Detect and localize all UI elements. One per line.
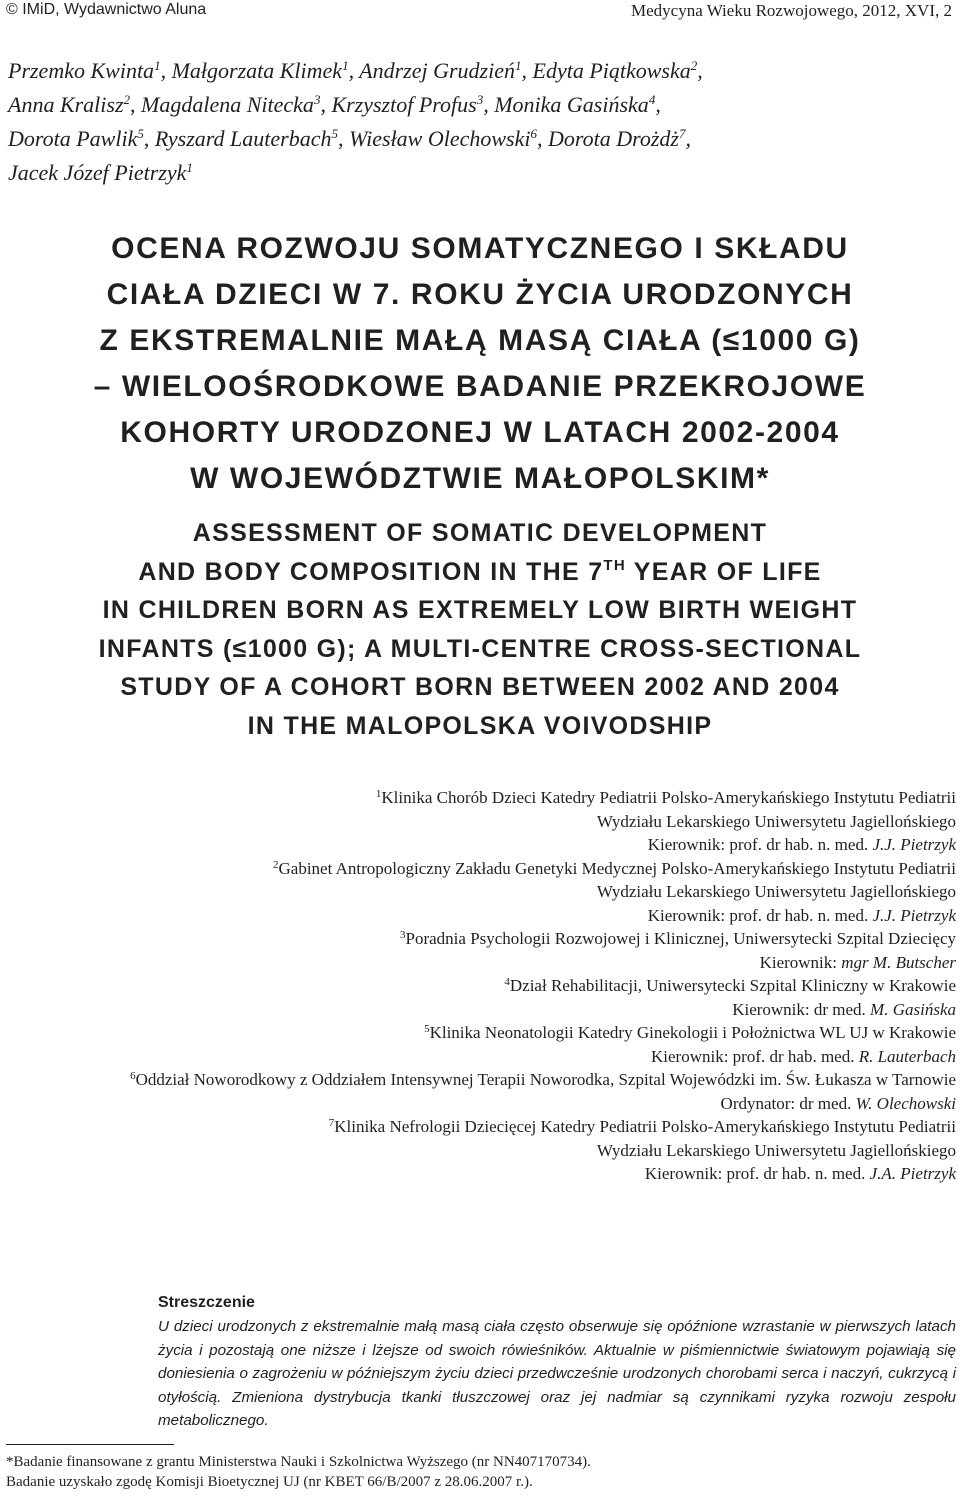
title-polish-line: Z EKSTREMALNIE MAŁĄ MASĄ CIAŁA (≤1000 G) <box>99 324 861 357</box>
title-polish-line: OCENA ROZWOJU SOMATYCZNEGO I SKŁADU <box>111 232 849 265</box>
affiliation-faculty: Wydziału Lekarskiego Uniwersytetu Jagiellońskiego <box>596 882 956 901</box>
title-polish <box>0 226 960 502</box>
affiliation <box>0 786 956 857</box>
affiliation-unit: $^3$Poradnia Psychologii Rozwojowej i Klinicznej, Uniwersytecki Szpital Dziecięcy <box>400 929 956 948</box>
footnotes <box>6 1452 591 1492</box>
title-polish-line: W WOJEWÓDZTWIE MAŁOPOLSKIM* <box>190 462 770 495</box>
running-header <box>0 0 960 26</box>
title-english-line: AND BODY COMPOSITION IN THE 7TH YEAR OF LIFE <box>138 556 822 586</box>
ordinal-suffix: TH <box>603 556 627 574</box>
footnote-ethics: Badanie uzyskało zgodę Komisji Bioetycznej UJ (nr KBET 66/B/2007 z 28.06.2007 r.). <box>6 1474 533 1490</box>
author: Dorota Pawlik$^5$, <box>8 126 155 151</box>
affiliation-faculty: Wydziału Lekarskiego Uniwersytetu Jagiellońskiego <box>596 811 956 831</box>
affiliation-unit: $^1$Klinika Chorób Dzieci Katedry Pediatrii Polsko-Amerykańskiego Instytutu Pediatrii <box>375 788 956 807</box>
affiliation-head: Kierownik: prof. dr hab. med. R. Lauterbach <box>650 1046 956 1066</box>
affiliation-head: Kierownik: prof. dr hab. n. med. J.J. Pietrzyk <box>647 905 956 925</box>
author: Anna Kralisz$^2$, <box>8 92 142 117</box>
author: Przemko Kwinta$^1$, <box>8 58 172 83</box>
author: Andrzej Grudzień$^1$, <box>359 58 533 83</box>
affiliations <box>0 786 956 1186</box>
abstract <box>158 1291 956 1433</box>
journal-citation: Medycyna Wieku Rozwojowego, 2012, XVI, 2 <box>631 1 952 20</box>
author-list <box>8 54 948 190</box>
affiliation <box>0 1115 956 1186</box>
title-english-line: STUDY OF A COHORT BORN BETWEEN 2002 AND 2004 <box>120 673 840 701</box>
title-english <box>0 514 960 745</box>
affiliation-unit: $^5$Klinika Neonatologii Katedry Ginekologii i Położnictwa WL UJ w Krakowie <box>424 1023 956 1042</box>
author: Jacek Józef Pietrzyk$^1$ <box>8 160 193 185</box>
author: Edyta Piątkowska$^2$, <box>532 58 703 83</box>
author: Wiesław Olechowski$^6$, <box>348 126 548 151</box>
copyright-notice: © IMiD, Wydawnictwo Aluna <box>6 1 207 18</box>
title-polish-line: – WIELOOŚRODKOWE BADANIE PRZEKROJOWE <box>93 370 867 403</box>
title-english-line: ASSESSMENT OF SOMATIC DEVELOPMENT <box>192 519 768 547</box>
title-english-line: INFANTS (≤1000 G); A MULTI-CENTRE CROSS-SECTIONAL <box>98 634 862 663</box>
affiliation-unit: $^4$Dział Rehabilitacji, Uniwersytecki Szpital Kliniczny w Krakowie <box>504 976 956 995</box>
author: Małgorzata Klimek$^1$, <box>171 58 360 83</box>
affiliation <box>0 1068 956 1115</box>
author: Krzysztof Profus$^3$, <box>331 92 495 117</box>
affiliation <box>0 1021 956 1068</box>
affiliation-head: Ordynator: dr med. W. Olechowski <box>720 1093 956 1113</box>
author: Ryszard Lauterbach$^5$, <box>154 126 349 151</box>
footnote-divider <box>6 1444 174 1445</box>
affiliation <box>0 927 956 974</box>
title-english-line: IN CHILDREN BORN AS EXTREMELY LOW BIRTH WEIGHT <box>102 596 858 624</box>
affiliation-head: Kierownik: mgr M. Butscher <box>759 952 956 972</box>
affiliation <box>0 974 956 1021</box>
title-polish-line: KOHORTY URODZONEJ W LATACH 2002-2004 <box>120 416 840 449</box>
author: Dorota Drożdż$^7$, <box>547 126 691 151</box>
abstract-text: U dzieci urodzonych z ekstremalnie małą masą ciała często obserwuje się opóźnione wzrastanie w pierwszych latach życia i pozostają one niższe i lżejsze od swoich rówieśników. Aktualnie w piśmiennictwie światowym pojawiają się doniesienia o zagrożeniu w późniejszym życiu dzieci przedwcześnie urodzonych chorobami serca i naczyń, cukrzycą i otyłością. Zmieniona dystrybucja tkanki tłuszczowej oraz jej nadmiar są czynnikami ryzyka rozwoju zespołu metabolicznego. <box>158 1318 956 1430</box>
affiliation-head: Kierownik: prof. dr hab. n. med. J.A. Pietrzyk <box>644 1164 956 1183</box>
author: Monika Gasińska$^4$, <box>494 92 661 117</box>
affiliation-head: Kierownik: prof. dr hab. n. med. J.J. Pietrzyk <box>647 835 956 854</box>
title-polish-line: CIAŁA DZIECI W 7. ROKU ŻYCIA URODZONYCH <box>106 278 854 311</box>
author: Magdalena Nitecka$^3$, <box>141 92 332 117</box>
affiliation-faculty: Wydziału Lekarskiego Uniwersytetu Jagiellońskiego <box>596 1140 956 1160</box>
title-english-line: IN THE MALOPOLSKA VOIVODSHIP <box>247 711 713 740</box>
affiliation-head: Kierownik: dr med. M. Gasińska <box>732 999 956 1019</box>
affiliation-unit: $^7$Klinika Nefrologii Dziecięcej Katedry Pediatrii Polsko-Amerykańskiego Instytutu Pediatrii <box>328 1117 956 1136</box>
affiliation <box>0 857 956 928</box>
affiliation-unit: $^2$Gabinet Antropologiczny Zakładu Genetyki Medycznej Polsko-Amerykańskiego Instytutu Pediatrii <box>273 858 956 878</box>
footnote-grant: *Badanie finansowane z grantu Ministerstwa Nauki i Szkolnictwa Wyższego (nr NN407170734). <box>6 1454 591 1470</box>
abstract-heading: Streszczenie <box>158 1294 255 1311</box>
affiliation-unit: $^6$Oddział Noworodkowy z Oddziałem Intensywnej Terapii Noworodka, Szpital Wojewódzki im. Św. Łukasza w Tarnowie <box>130 1070 956 1089</box>
